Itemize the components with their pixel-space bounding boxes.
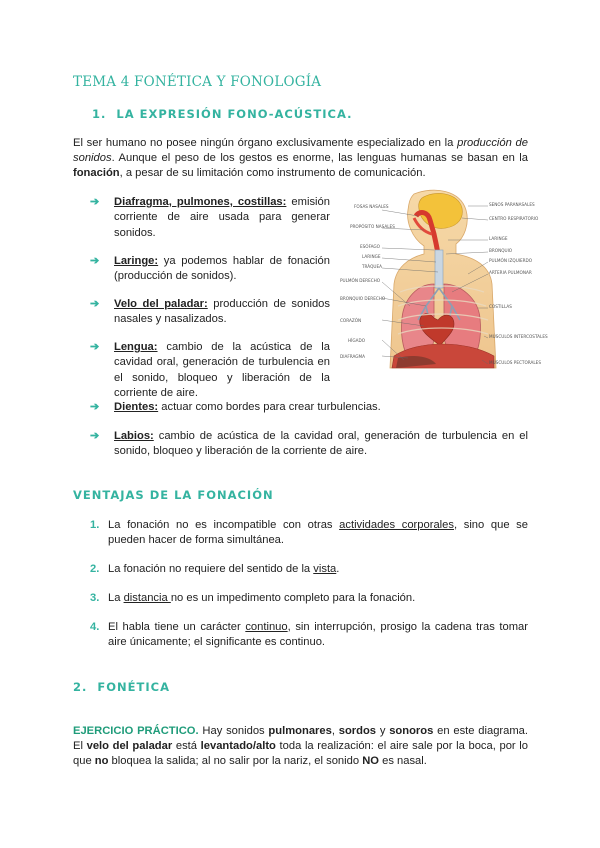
list-text: , sino que se pueden hacer de forma simultánea.	[108, 519, 528, 547]
bullet-term: Diafragma, pulmones, costillas:	[114, 196, 287, 208]
intro-text-1: El ser humano no posee ningún órgano exclusivamente especializado en la	[73, 137, 458, 149]
bullet-text: producción de sonidos nasales y nasalizados.	[114, 298, 330, 326]
exercise-strong: pulmonares	[268, 725, 332, 737]
diagram-label: FOSAS NASALES	[354, 204, 389, 209]
svg-text:ARTERIA PULMONAR	[489, 270, 532, 275]
list-underlined: distancia	[123, 592, 171, 604]
diagram-label: MÚSCULOS INTERCOSTALES	[489, 334, 548, 339]
diagram-label: TRÁQUEA	[362, 264, 382, 269]
list-underlined: continuo	[245, 621, 288, 633]
exercise-text: Hay sonidos	[198, 725, 269, 737]
diagram-label: CENTRO RESPIRATORIO	[489, 216, 539, 221]
intro-text-2: . Aunque el peso de los gestos es enorme, las lenguas humanas se basan en la	[111, 152, 528, 165]
svg-text:LARINGE	[489, 236, 508, 241]
bullet-item	[90, 400, 528, 418]
intro-text-3: , a pesar de su limitación como instrumento de comunicación.	[119, 167, 426, 180]
exercise-strong: velo del paladar	[86, 740, 173, 753]
bullet-term: Laringe:	[114, 255, 159, 267]
svg-text:PULMÓN IZQUIERDO	[489, 258, 533, 263]
arrow-right-icon: ➔	[90, 401, 100, 413]
list-number: 4.	[90, 621, 100, 633]
bullet-item	[90, 340, 330, 400]
intro-paragraph	[73, 136, 528, 182]
bullet-item	[90, 195, 330, 240]
list-number: 3.	[90, 592, 100, 604]
svg-text:MÚSCULOS PECTORALES	[489, 360, 541, 365]
diagram-label: BRONQUIO	[489, 248, 513, 253]
exercise-text: está	[172, 740, 201, 753]
bullet-text: emisión corriente de aire usada para generar sonidos.	[114, 196, 330, 239]
exercise-text: ,	[331, 725, 339, 737]
section-1-title: LA EXPRESIÓN FONO-ACÚSTICA.	[116, 107, 353, 121]
diagram-label: BRONQUIO DERECHO	[340, 296, 386, 301]
exercise-text: bloquea la salida; al no salir por la nariz, el sonido	[108, 755, 363, 768]
exercise-strong: sonoros	[389, 725, 434, 737]
bullet-term: Dientes:	[114, 401, 159, 413]
exercise-strong: levantado/alto	[200, 740, 276, 753]
svg-text:LARINGE	[362, 254, 381, 259]
list-underlined: actividades corporales	[339, 519, 454, 531]
exercise-strong: sordos	[338, 725, 377, 737]
document-title: TEMA 4 FONÉTICA Y FONOLOGÍA	[73, 74, 322, 90]
section-2-title: FONÉTICA	[97, 680, 170, 694]
list-text: La	[108, 592, 124, 604]
diagram-label: HÍGADO	[348, 338, 366, 343]
list-text: El habla tiene un carácter	[108, 621, 246, 633]
exercise-text: toda la realización: el aire sale por la boca, por lo que	[73, 740, 528, 768]
diagram-label: PULMÓN IZQUIERDO	[489, 258, 533, 263]
bullet-item	[90, 297, 330, 329]
list-number: 2.	[90, 563, 100, 575]
list-number: 1.	[90, 519, 100, 531]
arrow-right-icon: ➔	[90, 430, 100, 442]
respiratory-system-diagram	[338, 188, 548, 386]
diagram-labels-right	[489, 202, 548, 365]
svg-text:PULMÓN DERECHO	[340, 278, 381, 283]
svg-text:PROPÓSITO NASALES	[350, 224, 395, 229]
list-underlined: vista	[313, 563, 337, 575]
arrow-right-icon: ➔	[90, 298, 100, 310]
bullet-text: cambio de acústica de la cavidad oral, generación de turbulencia en el sonido, bloqueo y liberación de la corriente de aire.	[114, 430, 528, 458]
bullet-term: Labios:	[114, 430, 154, 442]
svg-text:SENOS PARANASALES	[489, 202, 535, 207]
list-item	[90, 518, 528, 550]
bullet-text: actuar como bordes para crear turbulencias.	[158, 401, 381, 413]
diagram-label: LARINGE	[362, 254, 381, 259]
bullet-term: Velo del paladar:	[114, 298, 208, 310]
svg-text:FOSAS NASALES	[354, 204, 389, 209]
diagram-label: COSTILLAS	[489, 304, 512, 309]
svg-text:HÍGADO	[348, 338, 366, 343]
list-text: La fonación no requiere del sentido de la	[108, 563, 314, 575]
section-1-number: 1.	[92, 107, 107, 121]
list-text: , sin interrupción, prosigo la cadena tras tomar aire únicamente; el significante es continuo.	[108, 621, 528, 649]
diagram-label: MÚSCULOS PECTORALES	[489, 360, 541, 365]
bullet-term: Lengua:	[114, 341, 158, 353]
exercise-text: y	[376, 725, 390, 737]
diagram-label: PULMÓN DERECHO	[340, 278, 381, 283]
diagram-label: CORAZÓN	[340, 318, 362, 323]
exercise-strong: no	[94, 755, 109, 768]
list-text: .	[336, 563, 340, 575]
arrow-right-icon: ➔	[90, 196, 100, 208]
ventajas-heading: VENTAJAS DE LA FONACIÓN	[73, 488, 274, 502]
exercise-text: en este diagrama. El	[73, 725, 529, 753]
diagram-label: LARINGE	[489, 236, 508, 241]
list-item	[90, 620, 528, 652]
diagram-label: DIAFRAGMA	[340, 354, 365, 359]
section-1-heading	[92, 107, 352, 121]
list-text: no es un impedimento completo para la fonación.	[170, 592, 416, 604]
exercise-strong: NO	[362, 755, 379, 768]
list-item	[90, 562, 528, 580]
list-text: La fonación no es incompatible con otras	[108, 519, 340, 531]
diagram-label: PROPÓSITO NASALES	[350, 224, 395, 229]
bullet-text: cambio de la acústica de la cavidad oral, generación de turbulencia en el sonido, bloqueo y liberación de la corriente de aire.	[114, 341, 330, 400]
diagram-label: SENOS PARANASALES	[489, 202, 535, 207]
intro-strong: fonación	[73, 167, 120, 180]
bullet-item	[90, 429, 528, 461]
section-2-heading	[73, 680, 170, 694]
svg-text:MÚSCULOS INTERCOSTALES	[489, 334, 548, 339]
svg-text:COSTILLAS	[489, 304, 512, 309]
svg-text:TRÁQUEA	[361, 264, 382, 269]
svg-text:BRONQUIO DERECHO	[340, 296, 386, 301]
intro-emphasis: producción de sonidos	[73, 137, 528, 165]
svg-text:CENTRO RESPIRATORIO	[489, 216, 539, 221]
section-2-number: 2.	[73, 680, 88, 694]
exercise-text: es nasal.	[378, 755, 427, 768]
exercise-label: EJERCICIO PRÁCTICO.	[73, 725, 199, 737]
svg-text:DIAFRAGMA	[340, 354, 365, 359]
list-item	[90, 591, 528, 609]
bullet-text: ya podemos hablar de fonación (producción de sonidos).	[114, 255, 330, 283]
arrow-right-icon: ➔	[90, 255, 100, 267]
diagram-label: ARTERIA PULMONAR	[489, 270, 532, 275]
diagram-labels-left	[340, 204, 395, 359]
diagram-label: ESÓFAGO	[360, 244, 380, 249]
svg-text:ESÓFAGO	[360, 244, 381, 249]
bullet-item	[90, 254, 330, 286]
exercise-paragraph	[73, 724, 528, 770]
svg-text:BRONQUIO	[489, 248, 513, 253]
arrow-right-icon: ➔	[90, 341, 100, 353]
svg-text:CORAZÓN	[340, 318, 361, 323]
